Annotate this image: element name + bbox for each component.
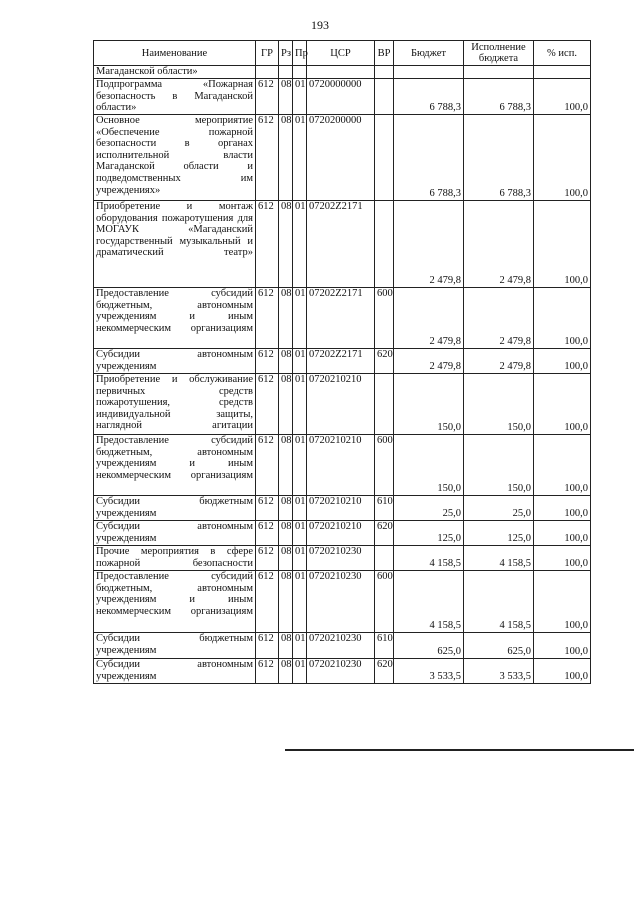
row-vr: 600	[375, 288, 394, 349]
row-rz: 08	[279, 633, 293, 659]
row-csr: 0720210230	[307, 633, 375, 659]
row-name: Приобретение и обслуживание первичных средств пожаротушения, средств индивидуальной защиты, наглядной агитации	[94, 374, 256, 435]
row-rz: 08	[279, 201, 293, 288]
table-row	[94, 79, 591, 115]
table-row	[94, 659, 591, 684]
row-csr: 0720210210	[307, 435, 375, 496]
row-pr: 01	[293, 435, 307, 496]
row-execution: 150,0	[464, 374, 534, 435]
row-gr: 612	[256, 659, 279, 684]
row-rz: 08	[279, 571, 293, 633]
row-name: Подпрограмма «Пожарная безопасность в Магаданской области»	[94, 79, 256, 115]
row-pr: 01	[293, 349, 307, 374]
row-gr: 612	[256, 571, 279, 633]
row-execution: 4 158,5	[464, 546, 534, 571]
table-row	[94, 633, 591, 659]
row-percent: 100,0	[534, 659, 591, 684]
row-execution: 6 788,3	[464, 79, 534, 115]
row-name: Субсидии автономным учреждениям	[94, 659, 256, 684]
row-name: Основное мероприятие «Обеспечение пожарной безопасности в органах исполнительной власти Магаданской области и подведомственных им учреждениях»	[94, 115, 256, 201]
row-pr: 01	[293, 546, 307, 571]
row-percent: 100,0	[534, 496, 591, 521]
row-budget: 2 479,8	[394, 288, 464, 349]
row-pr: 01	[293, 571, 307, 633]
row-vr	[375, 201, 394, 288]
row-gr: 612	[256, 546, 279, 571]
row-csr: 0720200000	[307, 115, 375, 201]
row-pr: 01	[293, 496, 307, 521]
row-percent: 100,0	[534, 288, 591, 349]
row-pr: 01	[293, 201, 307, 288]
row-budget: 4 158,5	[394, 546, 464, 571]
row-percent: 100,0	[534, 374, 591, 435]
row-csr: 07202Z2171	[307, 288, 375, 349]
row-csr: 07202Z2171	[307, 349, 375, 374]
row-gr: 612	[256, 633, 279, 659]
col-header-execution: Исполнение бюджета	[464, 41, 534, 66]
row-pr: 01	[293, 633, 307, 659]
col-header-pr: Пр	[293, 41, 307, 66]
row-pr: 01	[293, 521, 307, 546]
row-vr: 610	[375, 496, 394, 521]
row-gr: 612	[256, 349, 279, 374]
row-rz: 08	[279, 496, 293, 521]
col-header-rz: Рз	[279, 41, 293, 66]
row-name: Субсидии бюджетным учреждениям	[94, 633, 256, 659]
row-csr: 0720210230	[307, 659, 375, 684]
table-row	[94, 349, 591, 374]
row-csr: 07202Z2171	[307, 201, 375, 288]
col-header-percent: % исп.	[534, 41, 591, 66]
table-row	[94, 288, 591, 349]
row-execution: 25,0	[464, 496, 534, 521]
row-vr: 600	[375, 571, 394, 633]
row-name: Предоставление субсидий бюджетным, автономным учреждениям и иным некоммерческим организациям	[94, 435, 256, 496]
row-rz: 08	[279, 435, 293, 496]
row-percent: 100,0	[534, 349, 591, 374]
row-pr: 01	[293, 115, 307, 201]
row-name: Субсидии автономным учреждениям	[94, 521, 256, 546]
col-header-csr: ЦСР	[307, 41, 375, 66]
row-percent: 100,0	[534, 633, 591, 659]
table-row	[94, 374, 591, 435]
footer-divider-line	[285, 749, 634, 751]
table-row	[94, 571, 591, 633]
row-rz: 08	[279, 349, 293, 374]
row-rz: 08	[279, 79, 293, 115]
row-gr: 612	[256, 521, 279, 546]
row-budget: 6 788,3	[394, 115, 464, 201]
row-pr: 01	[293, 659, 307, 684]
row-budget: 3 533,5	[394, 659, 464, 684]
row-gr: 612	[256, 288, 279, 349]
row-percent: 100,0	[534, 571, 591, 633]
row-pr: 01	[293, 374, 307, 435]
table-row	[94, 546, 591, 571]
row-rz: 08	[279, 288, 293, 349]
row-execution: 6 788,3	[464, 115, 534, 201]
row-execution: 4 158,5	[464, 571, 534, 633]
row-gr: 612	[256, 435, 279, 496]
row-percent: 100,0	[534, 521, 591, 546]
row-execution: 2 479,8	[464, 288, 534, 349]
row-vr	[375, 79, 394, 115]
col-header-budget: Бюджет	[394, 41, 464, 66]
col-header-gr: ГР	[256, 41, 279, 66]
table-row	[94, 435, 591, 496]
row-vr: 610	[375, 633, 394, 659]
row-vr: 620	[375, 521, 394, 546]
table-row	[94, 201, 591, 288]
row-csr: 0720210230	[307, 571, 375, 633]
row-execution: 125,0	[464, 521, 534, 546]
row-csr: 0720210210	[307, 496, 375, 521]
continuation-row	[94, 66, 591, 79]
row-vr: 620	[375, 659, 394, 684]
col-header-name: Наименование	[94, 41, 256, 66]
row-csr: 0720000000	[307, 79, 375, 115]
row-execution: 625,0	[464, 633, 534, 659]
page-number: 193	[311, 18, 329, 32]
row-name: Приобретение и монтаж оборудования пожаротушения для МОГАУК «Магаданский государственный музыкальный и драматический театр»	[94, 201, 256, 288]
row-gr: 612	[256, 374, 279, 435]
row-rz: 08	[279, 659, 293, 684]
row-vr	[375, 374, 394, 435]
row-gr: 612	[256, 79, 279, 115]
row-percent: 100,0	[534, 79, 591, 115]
row-name: Субсидии автономным учреждениям	[94, 349, 256, 374]
row-budget: 25,0	[394, 496, 464, 521]
row-budget: 2 479,8	[394, 201, 464, 288]
table-row	[94, 521, 591, 546]
row-gr: 612	[256, 201, 279, 288]
row-budget: 6 788,3	[394, 79, 464, 115]
table-row	[94, 115, 591, 201]
row-execution: 2 479,8	[464, 349, 534, 374]
row-budget: 125,0	[394, 521, 464, 546]
row-vr: 620	[375, 349, 394, 374]
row-budget: 150,0	[394, 374, 464, 435]
row-name: Прочие мероприятия в сфере пожарной безопасности	[94, 546, 256, 571]
row-budget: 2 479,8	[394, 349, 464, 374]
row-budget: 625,0	[394, 633, 464, 659]
row-gr: 612	[256, 496, 279, 521]
row-execution: 2 479,8	[464, 201, 534, 288]
row-budget: 4 158,5	[394, 571, 464, 633]
row-pr: 01	[293, 79, 307, 115]
row-vr: 600	[375, 435, 394, 496]
row-name: Субсидии бюджетным учреждениям	[94, 496, 256, 521]
row-percent: 100,0	[534, 435, 591, 496]
row-rz: 08	[279, 521, 293, 546]
row-csr: 0720210210	[307, 521, 375, 546]
row-rz: 08	[279, 374, 293, 435]
col-header-vr: ВР	[375, 41, 394, 66]
row-execution: 3 533,5	[464, 659, 534, 684]
row-rz: 08	[279, 115, 293, 201]
row-gr: 612	[256, 115, 279, 201]
row-budget: 150,0	[394, 435, 464, 496]
row-csr: 0720210210	[307, 374, 375, 435]
continuation-text: Магаданской области»	[94, 66, 256, 79]
row-vr	[375, 546, 394, 571]
row-vr	[375, 115, 394, 201]
row-rz: 08	[279, 546, 293, 571]
row-name: Предоставление субсидий бюджетным, автономным учреждениям и иным некоммерческим организациям	[94, 288, 256, 349]
budget-execution-table	[93, 40, 591, 684]
row-name: Предоставление субсидий бюджетным, автономным учреждениям и иным некоммерческим организациям	[94, 571, 256, 633]
row-execution: 150,0	[464, 435, 534, 496]
table-row	[94, 496, 591, 521]
row-percent: 100,0	[534, 115, 591, 201]
header-row	[94, 41, 591, 66]
row-percent: 100,0	[534, 546, 591, 571]
row-percent: 100,0	[534, 201, 591, 288]
row-csr: 0720210230	[307, 546, 375, 571]
row-pr: 01	[293, 288, 307, 349]
